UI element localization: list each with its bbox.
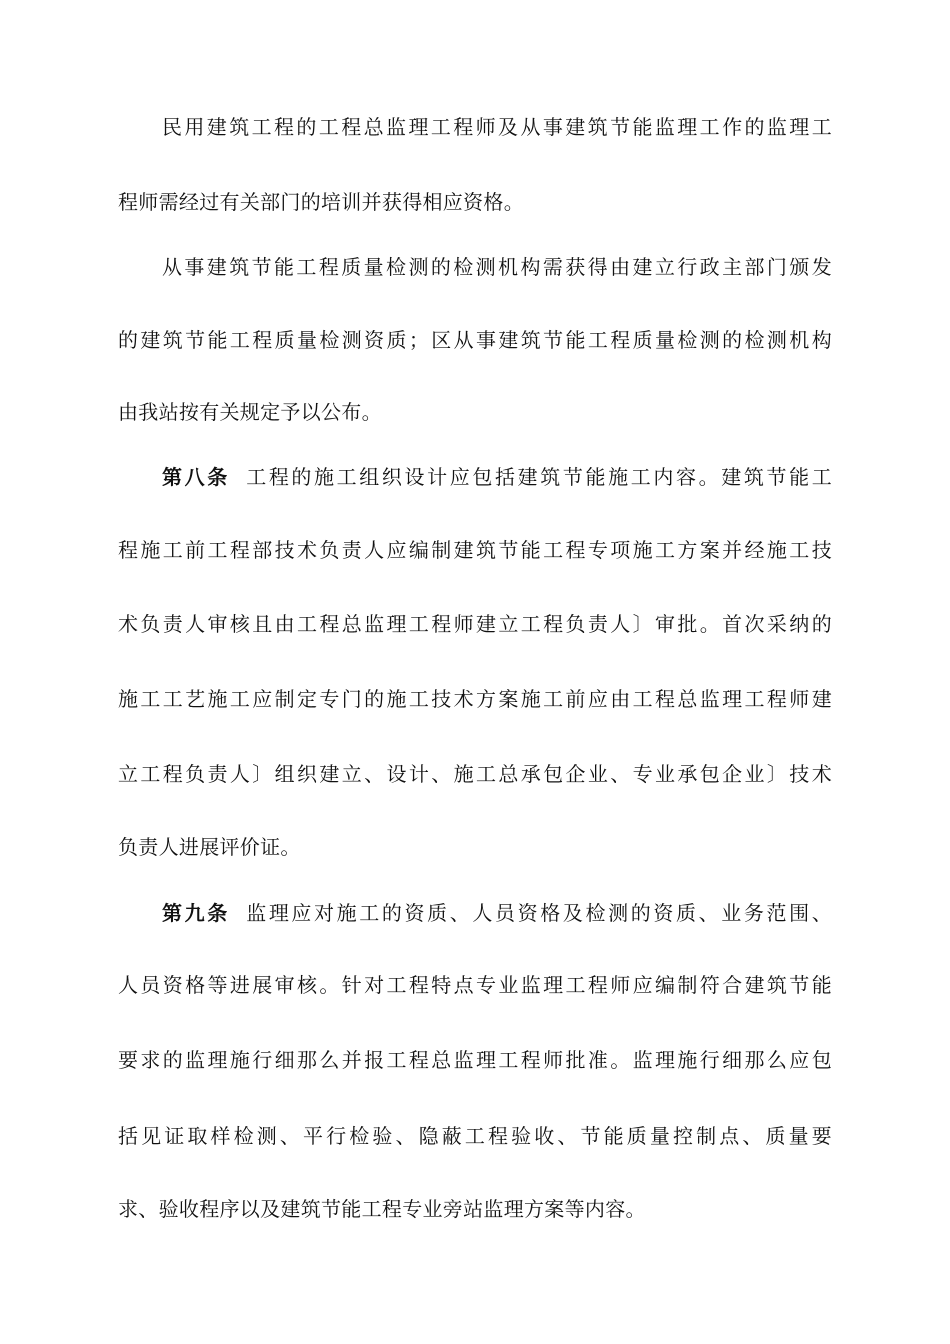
article-9-line-3: 要求的监理施行细那么并报工程总监理工程师批准。监理施行细那么应包 <box>118 1048 832 1072</box>
article-8-text: 工程的施工组织设计应包括建筑节能施工内容。建筑节能工 <box>243 465 832 489</box>
article-8-title: 第八条 <box>162 465 230 489</box>
article-8-line-6: 负责人进展评价证。 <box>118 835 301 859</box>
article-8-line-4: 施工工艺施工应制定专门的施工技术方案施工前应由工程总监理工程师建 <box>118 687 832 711</box>
article-8-line-1 <box>162 462 832 492</box>
article-9-title: 第九条 <box>162 901 230 925</box>
paragraph-1-line-2: 程师需经过有关部门的培训并获得相应资格。 <box>118 190 524 214</box>
paragraph-2-line-3: 由我站按有关规定予以公布。 <box>118 400 382 424</box>
article-9-line-1 <box>162 898 832 928</box>
paragraph-2-line-2: 的建筑节能工程质量检测资质；区从事建筑节能工程质量检测的检测机构 <box>118 328 832 352</box>
article-9-line-2: 人员资格等进展审核。针对工程特点专业监理工程师应编制符合建筑节能 <box>118 973 832 997</box>
article-9-line-4: 括见证取样检测、平行检验、隐蔽工程验收、节能质量控制点、质量要 <box>118 1124 832 1148</box>
article-9-line-5: 求、验收程序以及建筑节能工程专业旁站监理方案等内容。 <box>118 1197 646 1221</box>
article-8-line-3: 术负责人审核且由工程总监理工程师建立工程负责人〕审批。首次采纳的 <box>118 612 832 636</box>
paragraph-1-line-1: 民用建筑工程的工程总监理工程师及从事建筑节能监理工作的监理工 <box>162 115 832 139</box>
article-9-text: 监理应对施工的资质、人员资格及检测的资质、业务范围、 <box>243 901 832 925</box>
article-8-line-5: 立工程负责人〕组织建立、设计、施工总承包企业、专业承包企业〕技术 <box>118 762 832 786</box>
article-8-line-2: 程施工前工程部技术负责人应编制建筑节能工程专项施工方案并经施工技 <box>118 538 832 562</box>
paragraph-2-line-1: 从事建筑节能工程质量检测的检测机构需获得由建立行政主部门颁发 <box>162 255 832 279</box>
